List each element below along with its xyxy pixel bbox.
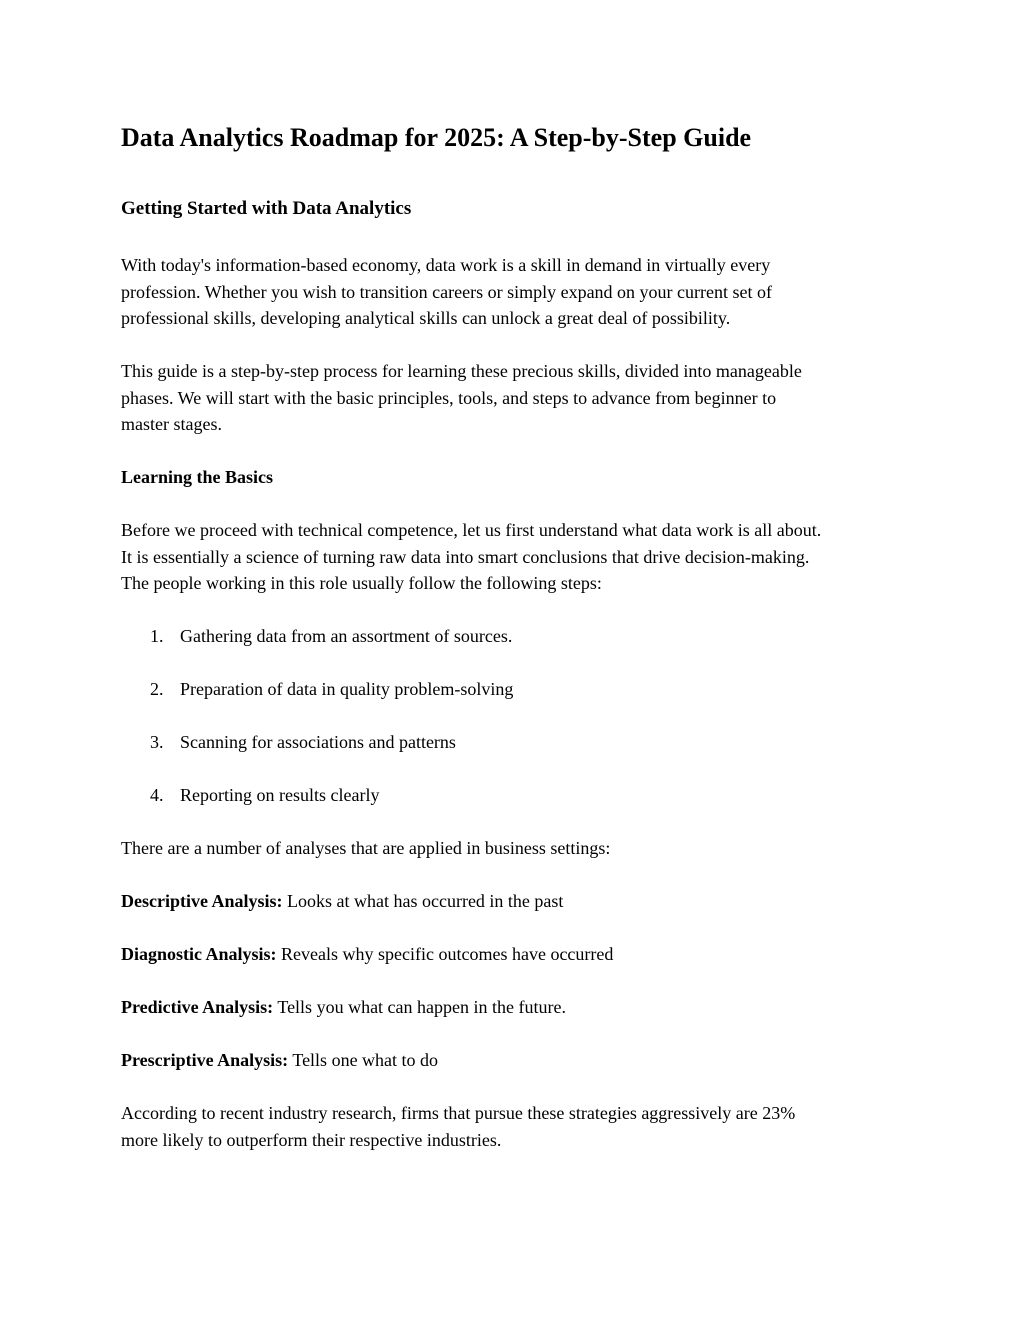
text-line: Before we proceed with technical competence, let us first understand what data work is all about.	[121, 520, 822, 540]
analysis-description: Tells you what can happen in the future.	[273, 997, 566, 1017]
text-line: It is essentially a science of turning raw data into smart conclusions that drive decision-making.	[121, 546, 810, 567]
analysis-type-prescriptive	[121, 1047, 438, 1074]
list-text: Scanning for associations and patterns	[180, 732, 456, 752]
analysis-term: Diagnostic Analysis:	[121, 944, 277, 964]
text-line: According to recent industry research, firms that pursue these strategies aggressively are 23%	[121, 1103, 796, 1123]
analyses-intro	[121, 835, 911, 862]
list-number: 1.	[150, 626, 164, 646]
list-text: Preparation of data in quality problem-solving	[180, 679, 514, 699]
text-line: There are a number of analyses that are applied in business settings:	[121, 838, 611, 858]
analysis-term: Descriptive Analysis:	[121, 891, 283, 911]
analysis-description: Tells one what to do	[288, 1050, 439, 1070]
section-heading-basics: Learning the Basics	[121, 467, 274, 487]
analysis-term: Prescriptive Analysis:	[121, 1050, 289, 1070]
list-number: 4.	[150, 785, 164, 805]
analysis-type-predictive	[121, 994, 566, 1021]
document-title: Data Analytics Roadmap for 2025: A Step-by-Step Guide	[121, 123, 752, 152]
analysis-type-diagnostic	[121, 941, 613, 968]
list-number: 2.	[150, 679, 164, 699]
list-text: Reporting on results clearly	[180, 785, 380, 805]
text-line: master stages.	[121, 414, 222, 434]
basics-paragraph	[121, 517, 911, 597]
analysis-term: Predictive Analysis:	[121, 997, 274, 1017]
guide-paragraph	[121, 358, 911, 438]
text-line: more likely to outperform their respective industries.	[121, 1129, 502, 1150]
list-text: Gathering data from an assortment of sources.	[180, 626, 513, 646]
text-line: phases. We will start with the basic principles, tools, and steps to advance from beginner to	[121, 387, 777, 408]
text-line: The people working in this role usually follow the following steps:	[121, 573, 602, 593]
text-line: profession. Whether you wish to transition careers or simply expand on your current set of	[121, 281, 773, 302]
section-heading-getting-started: Getting Started with Data Analytics	[121, 198, 412, 219]
analysis-description: Reveals why specific outcomes have occurred	[276, 944, 614, 964]
text-line: With today's information-based economy, data work is a skill in demand in virtually every	[121, 255, 771, 275]
text-line: This guide is a step-by-step process for learning these precious skills, divided into manageable	[121, 361, 802, 381]
analysis-type-descriptive	[121, 888, 563, 915]
list-number: 3.	[150, 732, 164, 752]
analysis-description: Looks at what has occurred in the past	[282, 891, 564, 911]
text-line: professional skills, developing analytical skills can unlock a great deal of possibility.	[121, 308, 731, 328]
closing-paragraph	[121, 1100, 911, 1153]
intro-paragraph	[121, 252, 911, 332]
